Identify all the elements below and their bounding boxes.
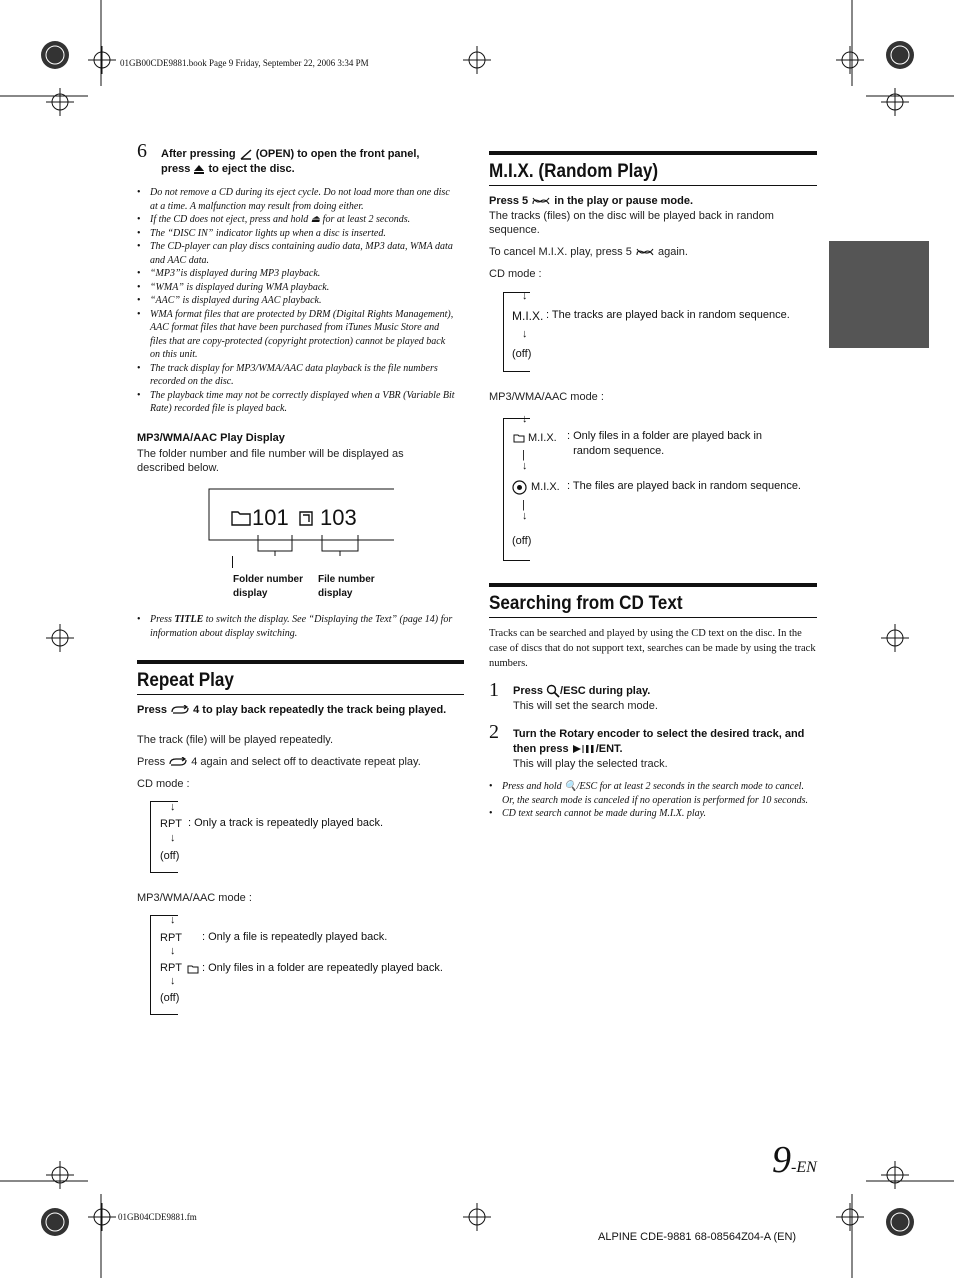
- search-notes: [489, 780, 817, 821]
- list-item: • The playback time may not be correctly displayed when a VBR (Variable Bit Rate) recorded file is played back.: [137, 389, 455, 416]
- flow-folder-mix: M.I.X.: [528, 432, 557, 444]
- arrow-down: ↓: [522, 328, 528, 340]
- repeat-icon: [170, 705, 190, 715]
- step-number: 6: [137, 140, 147, 162]
- play-pause-icon: [572, 744, 596, 754]
- file-label: File number display: [318, 574, 375, 599]
- list-item: • Do not remove a CD during its eject cycle. Do not load more than one disc at a time. A malfunction may result from doing either.: [137, 186, 455, 213]
- repeat-icon: [168, 757, 188, 767]
- arrow-down: | ↓: [522, 499, 528, 522]
- step6-text: After pressing (OPEN) to open the front panel, press to eject the disc.: [161, 148, 420, 175]
- repeat-desc: The track (file) will be played repeatedly.: [137, 734, 334, 746]
- list-item: • The “DISC IN” indicator lights up when a disc is inserted.: [137, 227, 455, 241]
- page-number: 9-EN: [772, 1139, 817, 1181]
- flow-disc-mix: M.I.X.: [531, 481, 560, 493]
- arrow-down: ↓: [170, 914, 176, 926]
- repeat-section-header: [137, 660, 464, 695]
- list-item: • “WMA” is displayed during WMA playback.: [137, 281, 455, 295]
- list-item: • “MP3”is displayed during MP3 playback.: [137, 267, 455, 281]
- list-item: • Press TITLE to switch the display. See “Displaying the Text” (page 14) for information about display switching.: [137, 613, 455, 640]
- mix-icon: [635, 247, 655, 257]
- header-fm-line: 01GB04CDE9881.fm: [118, 1212, 197, 1222]
- flow-disc-mix-desc: : The files are played back in random sequence.: [567, 480, 801, 492]
- display-desc: The folder number and file number will be displayed as described below.: [137, 448, 404, 474]
- arrow-down: | ↓: [522, 449, 528, 472]
- cd-mode-label: CD mode :: [489, 268, 542, 280]
- flow-off: (off): [160, 850, 180, 862]
- arrow-down: ↓: [170, 832, 176, 844]
- display-heading: MP3/WMA/AAC Play Display: [137, 432, 285, 444]
- flow-rpt-desc: : Only a file is repeatedly played back.: [202, 931, 388, 943]
- section-title: Searching from CD Text: [489, 593, 683, 614]
- flow-folder-mix-desc: : Only files in a folder are played back in random sequence.: [567, 430, 763, 457]
- folder-number: 101: [252, 505, 289, 530]
- eject-notes: [137, 186, 455, 416]
- search-icon: [546, 684, 560, 698]
- search-intro: Tracks can be searched and played by using the CD text on the disc. In the case of discs that do not support text, searches can be made by using the track numbers.: [489, 628, 816, 669]
- list-item: • If the CD does not eject, press and hold ⏏ for at least 2 seconds.: [137, 213, 455, 227]
- list-item: • “AAC” is displayed during AAC playback.: [137, 294, 455, 308]
- mp3-mode-label: MP3/WMA/AAC mode :: [489, 391, 604, 403]
- arrow-down: ↓: [522, 413, 528, 425]
- step-number: 2: [489, 721, 499, 743]
- list-item: • The CD-player can play discs containing audio data, MP3 data, WMA data and AAC data.: [137, 240, 455, 267]
- search-step2-desc: This will play the selected track.: [513, 758, 668, 770]
- folder-label: Folder number display: [233, 574, 304, 599]
- arrow-down: ↓: [522, 290, 528, 302]
- section-title: Repeat Play: [137, 670, 234, 691]
- search-step2: Turn the Rotary encoder to select the desired track, and then press /ENT.: [513, 728, 805, 755]
- leader-line: [232, 556, 235, 568]
- search-step1: Press /ESC during play.: [513, 685, 651, 697]
- file-number: 103: [320, 505, 357, 530]
- mix-section-header: [489, 151, 817, 186]
- list-item: • CD text search cannot be made during M.I.X. play.: [489, 807, 817, 821]
- arrow-down: ↓: [170, 975, 176, 987]
- flow-mix: M.I.X.: [512, 309, 544, 323]
- flow-mix-desc: : The tracks are played back in random sequence.: [546, 309, 790, 321]
- disc-icon: [512, 480, 527, 495]
- section-title: M.I.X. (Random Play): [489, 161, 659, 182]
- flow-off: (off): [512, 535, 532, 547]
- repeat-cancel: Press 4 again and select off to deactivate repeat play.: [137, 756, 421, 768]
- mp3-mode-label: MP3/WMA/AAC mode :: [137, 892, 252, 904]
- open-icon: [239, 148, 253, 160]
- flow-rpt: RPT: [160, 818, 182, 830]
- display-diagram: [208, 488, 394, 556]
- folder-icon: [187, 964, 199, 974]
- header-book-line: 01GB00CDE9881.book Page 9 Friday, September 22, 2006 3:34 PM: [120, 58, 369, 68]
- section-tab: [829, 241, 929, 348]
- search-section-header: [489, 583, 817, 618]
- flow-rpt: RPT: [160, 932, 182, 944]
- list-item: • The track display for MP3/WMA/AAC data playback is the file numbers recorded on the disc.: [137, 362, 455, 389]
- folder-icon: [513, 433, 525, 443]
- step-number: 1: [489, 679, 499, 701]
- cd-mode-label: CD mode :: [137, 778, 190, 790]
- eject-icon: [193, 164, 205, 175]
- arrow-down: ↓: [170, 801, 176, 813]
- repeat-press: Press 4 to play back repeatedly the track being played.: [137, 704, 447, 716]
- title-note: [137, 613, 455, 640]
- flow-rpt-folder-desc: : Only files in a folder are repeatedly played back.: [202, 962, 443, 974]
- flow-rpt-folder: RPT: [160, 962, 182, 974]
- mix-desc: The tracks (files) on the disc will be played back in random sequence.: [489, 210, 774, 236]
- list-item: • Press and hold 🔍/ESC for at least 2 seconds in the search mode to cancel. Or, the search mode is canceled if no operation is performed for 10 seconds.: [489, 780, 817, 807]
- arrow-down: ↓: [170, 945, 176, 957]
- mix-press: Press 5 in the play or pause mode.: [489, 195, 694, 207]
- flow-off: (off): [512, 348, 532, 360]
- footer-model: ALPINE CDE-9881 68-08564Z04-A (EN): [598, 1231, 797, 1243]
- flow-rpt-desc: : Only a track is repeatedly played back.: [188, 817, 384, 829]
- mix-cancel: To cancel M.I.X. play, press 5 again.: [489, 246, 688, 258]
- list-item: • WMA format files that are protected by DRM (Digital Rights Management), AAC format files that have been purchased from iTunes Music Store and files that are copy-protected (copyright protection) cannot be played back on this unit.: [137, 308, 455, 362]
- mix-icon: [531, 196, 551, 206]
- search-step1-desc: This will set the search mode.: [513, 700, 658, 712]
- flow-off: (off): [160, 992, 180, 1004]
